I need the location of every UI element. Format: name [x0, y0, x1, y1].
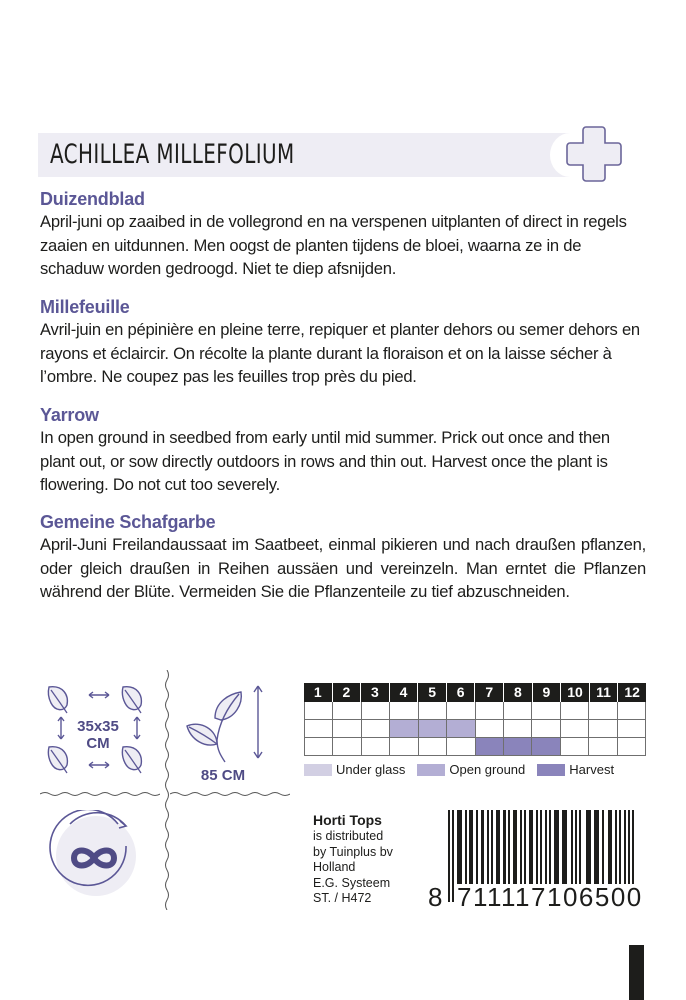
legend-under-glass: [304, 762, 405, 777]
month-10: 10: [561, 683, 590, 702]
month-7: 7: [475, 683, 504, 702]
month-11: 11: [590, 683, 619, 702]
wavy-divider-horizontal: [40, 790, 160, 798]
legend-harvest: [537, 762, 614, 777]
month-4: 4: [390, 683, 419, 702]
cross-icon: [563, 123, 625, 185]
month-5: 5: [418, 683, 447, 702]
legend-label: Harvest: [569, 762, 615, 777]
month-6: 6: [447, 683, 476, 702]
month-3: 3: [361, 683, 390, 702]
month-1: 1: [304, 683, 333, 702]
barcode-left-digits: 711117: [457, 882, 547, 912]
distributor-line: is distributed: [313, 829, 384, 843]
section-title: Yarrow: [40, 405, 99, 425]
sowing-calendar: [304, 683, 646, 777]
plant-height-icon: [183, 680, 278, 765]
height-label: 85 CM: [200, 767, 246, 784]
distributor-info: [313, 812, 393, 907]
distributor-line: Holland: [313, 860, 356, 874]
calendar-row-harvest: [304, 738, 646, 756]
calendar-row-under-glass: [304, 702, 646, 720]
distributor-line: E.G. Systeem: [313, 875, 391, 890]
legend-label: Under glass: [336, 762, 406, 777]
month-9: 9: [533, 683, 562, 702]
calendar-row-open-ground: [304, 720, 646, 738]
legend-swatch: [537, 764, 565, 776]
legend-label: Open ground: [449, 762, 526, 777]
section-title: Millefeuille: [40, 297, 130, 317]
section-de: [40, 511, 646, 604]
section-fr: [40, 296, 646, 389]
barcode-right-digits: 106500: [547, 882, 643, 912]
section-en: [40, 404, 646, 497]
calendar-legend: [304, 762, 646, 777]
barcode-lead-digit: 8: [428, 882, 444, 912]
spacing-unit: CM: [86, 735, 110, 752]
month-8: 8: [504, 683, 533, 702]
section-title: Gemeine Schafgarbe: [40, 512, 216, 532]
legend-swatch: [417, 764, 445, 776]
section-text: April-Juni Freilandaussaat im Saatbeet, einmal pikieren und nach draußen pflanzen, oder gleich draußen in Reihen aussäen und vereinzeln. Man erntet die Pflanzen während der Blüte. Vermeiden Sie die Pflanzenteile zu tief abzuschneiden.: [40, 535, 646, 601]
latin-name: ACHILLEA MILLEFOLIUM: [50, 139, 295, 170]
month-2: 2: [333, 683, 362, 702]
legend-swatch: [304, 764, 332, 776]
brand-name: Horti Tops: [313, 812, 382, 828]
section-nl: [40, 188, 646, 281]
legend-open-ground: [417, 762, 525, 777]
spacing-label: [68, 718, 128, 752]
month-12: 12: [618, 683, 646, 702]
infinity-cycle-icon: [48, 810, 140, 902]
section-text: Avril-juin en pépinière en pleine terre, repiquer et planter dehors ou semer dehors en rayons et éclaircir. On récolte la plante durant la floraison et on la laisse sécher à l’ombre. Ne coupez pas les feuilles trop près du pied.: [40, 320, 640, 386]
calendar-header: [304, 683, 646, 702]
distributor-line: ST. / H472: [313, 891, 372, 905]
crop-mark-bar: [629, 945, 644, 1000]
spacing-value: 35x35: [77, 718, 119, 735]
section-title: Duizendblad: [40, 189, 145, 209]
distributor-line: by Tuinplus bv: [313, 844, 393, 859]
section-text: April-juni op zaaibed in de vollegrond en na verspenen uitplanten of direct in regels zaaien en uitdunnen. Men oogst de planten tijdens de bloei, waarna ze in de schaduw worden gedroogd. Niet te diep afsnijden.: [40, 212, 627, 278]
wavy-divider-horizontal: [170, 790, 290, 798]
section-text: In open ground in seedbed from early until mid summer. Prick out once and then plant out, or sow directly outdoors in rows and thin out. Harvest once the plant is flowering. Do not cut too severely.: [40, 428, 610, 494]
